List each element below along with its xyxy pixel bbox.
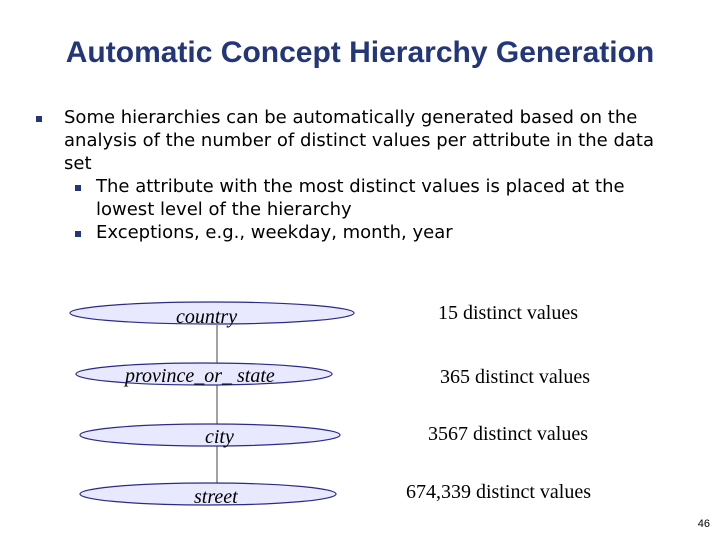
sub-bullet-text: The attribute with the most distinct values is placed at the lowest level of the hierarchy [96,176,625,220]
page-number: 46 [697,518,710,530]
node-label-province: province_or_ state [125,365,275,387]
bullet-text: Some hierarchies can be automatically generated based on the analysis of the number of distinct values per attribute in the data set [64,107,654,174]
node-label-city: city [205,426,234,448]
count-label-country: 15 distinct values [438,302,578,324]
count-label-street: 674,339 distinct values [406,481,591,503]
node-label-street: street [194,486,238,508]
slide-title: Automatic Concept Hierarchy Generation [65,36,655,69]
node-label-country: country [176,306,238,328]
sub-bullet-text: Exceptions, e.g., weekday, month, year [96,222,453,243]
count-label-province: 365 distinct values [440,366,590,388]
count-label-city: 3567 distinct values [428,423,588,445]
